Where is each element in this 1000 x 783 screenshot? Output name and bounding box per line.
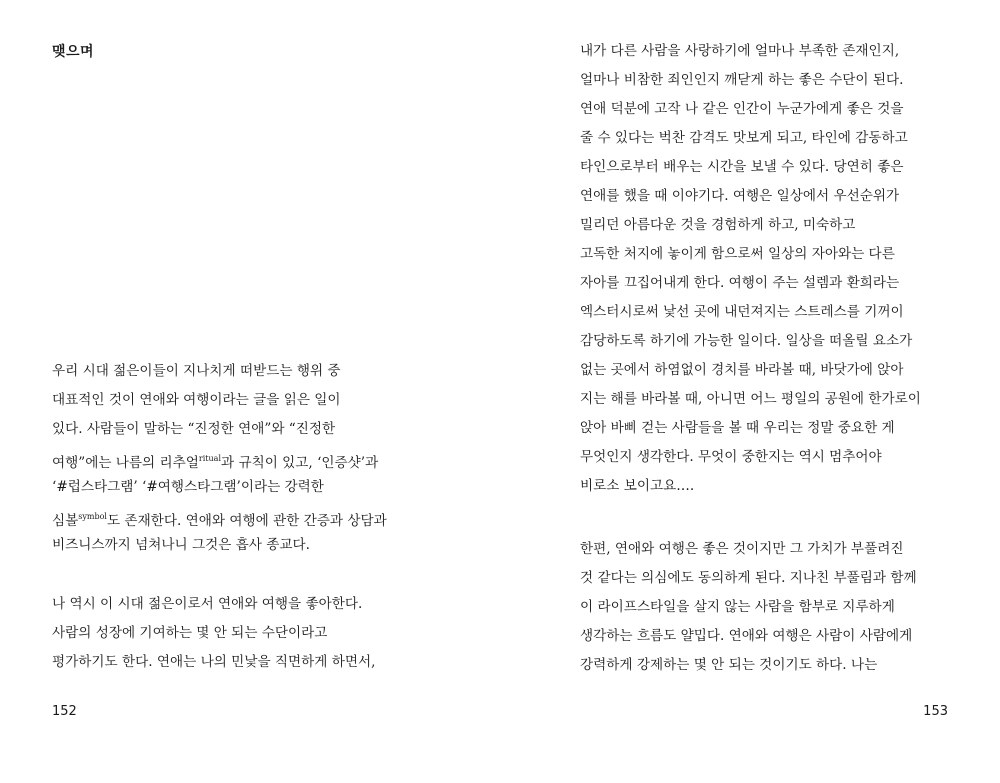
text-line: 한편, 연애와 여행은 좋은 것이지만 그 가치가 부풀려진 xyxy=(580,541,904,557)
text-line: 강력하게 강제하는 몇 안 되는 것이기도 하다. 나는 xyxy=(580,657,878,673)
text-line: 무엇인지 생각한다. 무엇이 중한지는 역시 멈추어야 xyxy=(580,449,882,465)
text-segment: 과 규칙이 있고, ‘인증샷’과 xyxy=(221,455,379,471)
text-line: 얼마나 비참한 죄인인지 깨닫게 하는 좋은 수단이 된다. xyxy=(580,72,904,88)
text-line: 사람의 성장에 기여하는 몇 안 되는 수단이라고 xyxy=(52,625,328,641)
text-line xyxy=(52,444,387,473)
text-line: 연애 덕분에 고작 나 같은 인간이 누군가에게 좋은 것을 xyxy=(580,101,904,117)
text-line xyxy=(52,502,387,531)
text-line: 이 라이프스타일을 살지 않는 사람을 함부로 지루하게 xyxy=(580,599,895,615)
page-number-left: 152 xyxy=(52,704,77,719)
text-segment: 심볼 xyxy=(52,513,79,529)
superscript-gloss: ritual xyxy=(198,454,221,463)
text-line: 밀리던 아름다운 것을 경험하게 하고, 미숙하고 xyxy=(580,217,856,233)
text-line: 없는 곳에서 하염없이 경치를 바라볼 때, 바닷가에 앉아 xyxy=(580,362,904,378)
right-page xyxy=(500,0,1000,783)
right-paragraph-2 xyxy=(580,535,917,680)
section-title: 맺으며 xyxy=(52,44,95,60)
left-paragraph-2 xyxy=(52,590,375,677)
text-line: 엑스터시로써 낯선 곳에 내던져지는 스트레스를 기꺼이 xyxy=(580,304,904,320)
text-segment: 여행”에는 나름의 리추얼 xyxy=(52,455,199,471)
text-line: 앉아 바삐 걷는 사람들을 볼 때 우리는 정말 중요한 게 xyxy=(580,420,895,436)
text-line: 것 같다는 의심에도 동의하게 된다. 지나친 부풀림과 함께 xyxy=(580,570,917,586)
text-line: 비로소 보이고요…. xyxy=(580,478,695,494)
text-line: 대표적인 것이 연애와 여행이라는 글을 읽은 일이 xyxy=(52,392,341,408)
text-line: 비즈니스까지 넘쳐나니 그것은 흡사 종교다. xyxy=(52,537,310,553)
text-line: 지는 해를 바라볼 때, 아니면 어느 평일의 공원에 한가로이 xyxy=(580,391,921,407)
left-paragraph-1 xyxy=(52,357,387,560)
text-line: 줄 수 있다는 벅찬 감격도 맛보게 되고, 타인에 감동하고 xyxy=(580,130,908,146)
text-line: 있다. 사람들이 말하는 “진정한 연애”와 “진정한 xyxy=(52,421,336,437)
text-line: 자아를 끄집어내게 한다. 여행이 주는 설렘과 환희라는 xyxy=(580,275,900,291)
right-paragraph-1 xyxy=(580,37,921,501)
text-line: 타인으로부터 배우는 시간을 보낼 수 있다. 당연히 좋은 xyxy=(580,159,904,175)
text-line: 연애를 했을 때 이야기다. 여행은 일상에서 우선순위가 xyxy=(580,188,900,204)
text-line: 고독한 처지에 놓이게 함으로써 일상의 자아와는 다른 xyxy=(580,246,895,262)
superscript-gloss: symbol xyxy=(78,512,107,521)
text-line: 감당하도록 하기에 가능한 일이다. 일상을 떠올릴 요소가 xyxy=(580,333,913,349)
text-line: ‘#럽스타그램’ ‘#여행스타그램’이라는 강력한 xyxy=(52,479,324,495)
text-line: 평가하기도 한다. 연애는 나의 민낯을 직면하게 하면서, xyxy=(52,654,376,670)
text-line: 생각하는 흐름도 얄밉다. 연애와 여행은 사람이 사람에게 xyxy=(580,628,913,644)
text-line: 나 역시 이 시대 젊은이로서 연애와 여행을 좋아한다. xyxy=(52,596,363,612)
text-line: 내가 다른 사람을 사랑하기에 얼마나 부족한 존재인지, xyxy=(580,43,900,59)
text-segment: 도 존재한다. 연애와 여행에 관한 간증과 상담과 xyxy=(106,513,387,529)
text-line: 우리 시대 젊은이들이 지나치게 떠받드는 행위 중 xyxy=(52,363,341,379)
page-number-right: 153 xyxy=(923,704,948,719)
